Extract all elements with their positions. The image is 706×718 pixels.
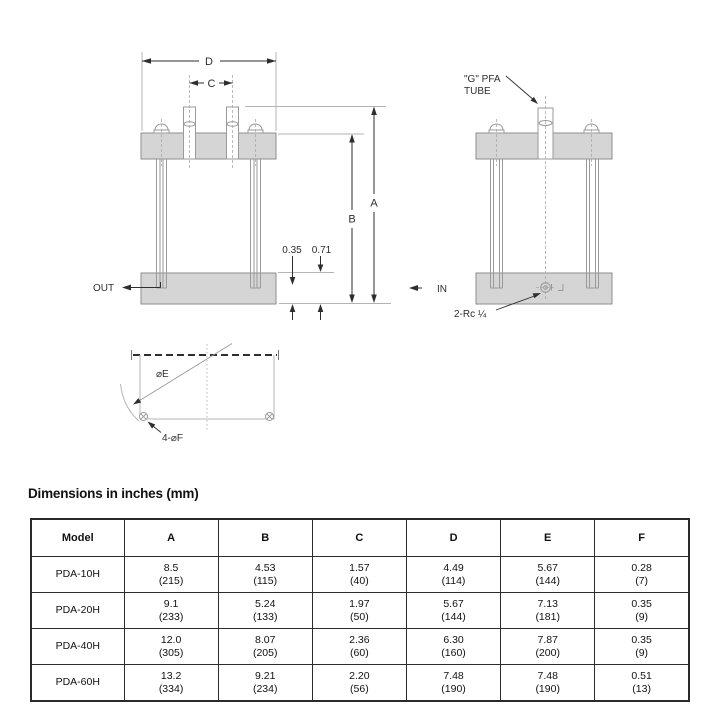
value-cell (406, 629, 500, 665)
value-cell (406, 665, 500, 702)
value-cell (312, 665, 406, 702)
dimension-c (190, 78, 233, 90)
table-row (31, 629, 689, 665)
value-cell (312, 557, 406, 593)
value-cell (312, 629, 406, 665)
g-pfa-tube-callout (464, 74, 538, 104)
value-cell (595, 665, 689, 702)
dimension-port-offsets (278, 245, 334, 320)
value-cell (406, 557, 500, 593)
value-in: 2.36 (349, 633, 370, 646)
value-cell (501, 629, 595, 665)
value-in: 7.48 (537, 669, 558, 682)
value-cell (218, 665, 312, 702)
value-in: 7.87 (537, 633, 558, 646)
value-mm: (200) (535, 646, 560, 659)
value-in: 0.35 (631, 633, 652, 646)
value-mm: (114) (441, 574, 466, 587)
table-row (31, 593, 689, 629)
g-pfa-tube-label-line1: "G" PFA (464, 74, 501, 85)
value-in: 9.1 (163, 597, 179, 610)
value-mm: (7) (635, 574, 649, 587)
in-label: IN (437, 284, 447, 295)
value-mm: (50) (350, 610, 369, 623)
bolt-circle-diagonal (140, 344, 232, 401)
offset-071-label: 0.71 (311, 245, 332, 256)
value-in: 5.67 (537, 561, 558, 574)
value-in: 4.49 (443, 561, 464, 574)
out-label: OUT (93, 283, 115, 294)
value-mm: (181) (535, 610, 560, 623)
dia-e-label: ⌀E (156, 369, 169, 380)
value-in: 12.0 (160, 633, 182, 646)
side-leg-tubes (491, 159, 599, 288)
value-in: 5.24 (255, 597, 276, 610)
value-cell (406, 593, 500, 629)
header-e: E (501, 519, 595, 557)
value-in: 0.51 (631, 669, 652, 682)
value-mm: (13) (632, 682, 651, 695)
value-in: 1.57 (349, 561, 370, 574)
offset-035-label: 0.35 (282, 245, 302, 256)
holes-callout (148, 422, 184, 445)
holes-label: 4-⌀F (162, 433, 184, 444)
side-view (476, 96, 612, 304)
value-in: 8.07 (255, 633, 276, 646)
value-mm: (205) (252, 646, 278, 659)
dim-a-label: A (370, 197, 378, 210)
value-mm: (56) (350, 682, 369, 695)
value-cell (595, 629, 689, 665)
in-arrow (409, 285, 418, 291)
value-in: 7.48 (443, 669, 464, 682)
port-label: 2-Rc ¼ (454, 309, 487, 320)
value-in: 9.21 (255, 669, 276, 682)
value-cell (501, 557, 595, 593)
header-d: D (406, 519, 500, 557)
g-pfa-tube-label-line2: TUBE (464, 86, 491, 97)
table-header-row (31, 519, 689, 557)
front-view (93, 75, 276, 304)
header-b: B (218, 519, 312, 557)
plan-detail-view (121, 344, 279, 445)
value-cell (218, 557, 312, 593)
value-cell (124, 629, 218, 665)
front-leg-tubes (157, 159, 261, 288)
value-mm: (144) (535, 574, 560, 587)
value-mm: (9) (635, 610, 649, 623)
value-mm: (133) (252, 610, 278, 623)
table-title: Dimensions in inches (mm) (28, 486, 199, 501)
dim-d-label: D (205, 56, 213, 68)
value-mm: (190) (441, 682, 466, 695)
value-mm: (144) (441, 610, 466, 623)
value-mm: (190) (535, 682, 560, 695)
mounting-hole (266, 413, 274, 421)
table-row (31, 665, 689, 702)
value-cell (218, 629, 312, 665)
value-mm: (234) (252, 682, 278, 695)
value-mm: (305) (158, 646, 184, 659)
value-cell (218, 593, 312, 629)
in-callout (409, 284, 447, 295)
model-cell: PDA-60H (31, 665, 124, 702)
value-cell (124, 557, 218, 593)
model-cell: PDA-20H (31, 593, 124, 629)
value-mm: (9) (635, 646, 649, 659)
value-mm: (215) (158, 574, 184, 587)
value-cell (501, 665, 595, 702)
dim-c-label: C (207, 78, 216, 90)
value-in: 6.30 (443, 633, 464, 646)
value-mm: (160) (441, 646, 466, 659)
value-in: 2.20 (349, 669, 370, 682)
value-cell (312, 593, 406, 629)
value-in: 7.13 (537, 597, 558, 610)
dim-b-label: B (348, 213, 356, 226)
value-in: 4.53 (255, 561, 276, 574)
value-in: 1.97 (349, 597, 370, 610)
value-mm: (60) (350, 646, 369, 659)
front-bolts (154, 124, 263, 133)
value-in: 0.35 (631, 597, 652, 610)
value-mm: (334) (158, 682, 184, 695)
value-cell (595, 557, 689, 593)
value-cell (595, 593, 689, 629)
mounting-hole (140, 413, 148, 421)
header-a: A (124, 519, 218, 557)
header-c: C (312, 519, 406, 557)
value-in: 8.5 (163, 561, 179, 574)
value-in: 0.28 (631, 561, 652, 574)
value-mm: (233) (158, 610, 184, 623)
model-cell: PDA-10H (31, 557, 124, 593)
value-cell (501, 593, 595, 629)
value-cell (124, 593, 218, 629)
value-mm: (40) (350, 574, 369, 587)
header-model: Model (31, 519, 124, 557)
model-cell: PDA-40H (31, 629, 124, 665)
header-f: F (595, 519, 689, 557)
table-row (31, 557, 689, 593)
dimensions-table (30, 518, 690, 702)
value-in: 13.2 (160, 669, 182, 682)
value-mm: (115) (253, 574, 278, 587)
value-cell (124, 665, 218, 702)
value-in: 5.67 (443, 597, 464, 610)
